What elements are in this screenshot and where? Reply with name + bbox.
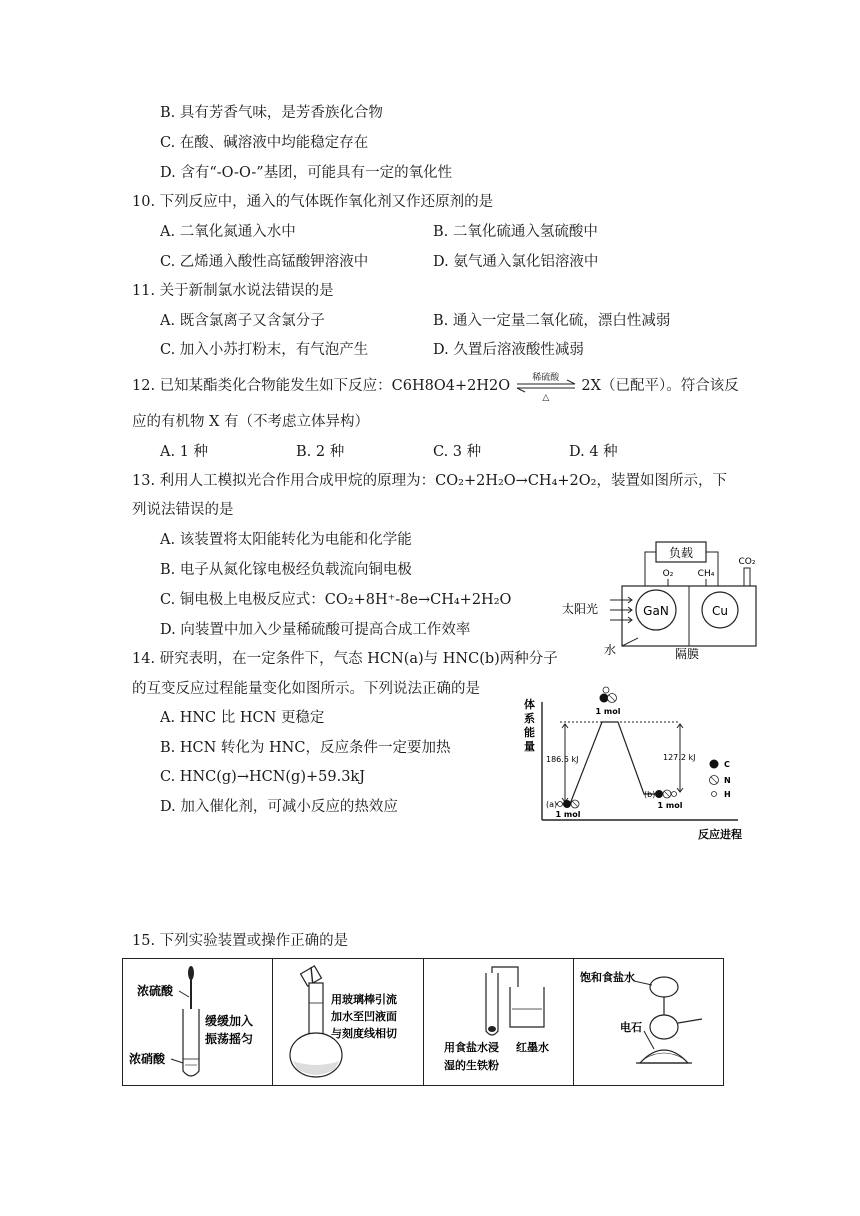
cell2-line-2: 加水至凹液面 xyxy=(331,1010,398,1023)
q12-option-c: C. 3 种 xyxy=(433,444,482,460)
q12-option-b: B. 2 种 xyxy=(296,444,345,460)
q12-option-a: A. 1 种 xyxy=(160,444,209,460)
q13-stem-line1: 13. 利用人工模拟光合作用合成甲烷的原理为：CO₂+2H₂O→CH₄+2O₂，装置如图所示，下 xyxy=(132,473,727,489)
energy-profile-diagram xyxy=(520,686,744,846)
q12-stem-line2: 应的有机物 X 有（不考虑立体异构） xyxy=(132,414,370,430)
cell3-line-1: 用食盐水浸 xyxy=(443,1041,499,1054)
arrow-condition-bottom: △ xyxy=(542,393,550,403)
y-axis-char-4: 量 xyxy=(524,740,535,753)
iron-corrosion-illustration xyxy=(424,959,573,1085)
a-mol-label: 1 mol xyxy=(555,810,581,819)
legend-n: N xyxy=(724,776,731,785)
y-axis-char-2: 系 xyxy=(524,712,535,725)
a-label: (a) xyxy=(546,800,558,809)
cell4-label-1: 饱和食盐水 xyxy=(579,971,635,984)
legend-c: C xyxy=(724,760,730,769)
x-axis-label: 反应进程 xyxy=(698,828,742,841)
q14-option-b: B. HCN 转化为 HNC，反应条件一定要加热 xyxy=(160,740,451,756)
q11-option-c: C. 加入小苏打粉末，有气泡产生 xyxy=(160,342,369,358)
cell1-label-4: 浓硝酸 xyxy=(129,1052,166,1066)
volumetric-flask-illustration xyxy=(273,959,422,1085)
q14-option-c: C. HNC(g)→HCN(g)+59.3kJ xyxy=(160,769,366,785)
q14-option-a: A. HNC 比 HCN 更稳定 xyxy=(160,710,325,726)
left-energy-label: 186.5 kJ xyxy=(546,755,579,764)
q10-option-d: D. 氨气通入氯化铝溶液中 xyxy=(433,254,599,270)
cell1-label-3: 振荡摇匀 xyxy=(205,1032,254,1046)
arrow-condition-top: 稀硫酸 xyxy=(532,373,560,383)
legend-h: H xyxy=(724,790,731,799)
gan-label: GaN xyxy=(643,604,669,618)
cell3-label-right: 红墨水 xyxy=(515,1041,549,1054)
q13-stem-line2: 列说法错误的是 xyxy=(132,502,234,518)
y-axis-char-1: 体 xyxy=(524,698,535,711)
y-axis-label xyxy=(524,697,539,753)
cu-label: Cu xyxy=(712,604,728,618)
q10-option-c: C. 乙烯通入酸性高锰酸钾溶液中 xyxy=(160,254,369,270)
cell1-label-2: 缓缓加入 xyxy=(205,1014,254,1028)
q15-cell-2 xyxy=(273,959,423,1085)
b-label: (b) xyxy=(644,790,656,799)
co2-label: CO₂ xyxy=(738,557,756,567)
q12-stem-suffix: 2X（已配平）。符合该反 xyxy=(581,378,739,394)
q9-option-d: D. 含有“-O-O-”基团，可能具有一定的氧化性 xyxy=(160,165,453,181)
cell4-label-2: 电石 xyxy=(619,1021,642,1034)
q9-option-c: C. 在酸、碱溶液中均能稳定存在 xyxy=(160,135,369,151)
q11-stem: 11. 关于新制氯水说法错误的是 xyxy=(132,283,334,299)
q10-option-b: B. 二氧化硫通入氢硫酸中 xyxy=(433,224,598,240)
q10-option-a: A. 二氧化氮通入水中 xyxy=(160,224,296,240)
photosynthesis-cell-diagram xyxy=(560,538,776,660)
q12-stem: 12. 已知某酯类化合物能发生如下反应：C6H8O4+2H2O 稀硫酸 △ 2X（已配平）。符合该反 xyxy=(132,376,739,396)
q14-stem-line2: 的互变反应过程能量变化如图所示。下列说法正确的是 xyxy=(132,681,480,697)
q11-option-a: A. 既含氯离子又含氯分子 xyxy=(160,313,325,329)
q15-cell-4 xyxy=(574,959,723,1085)
b-mol-label: 1 mol xyxy=(657,801,683,810)
q13-option-c: C. 铜电极上电极反应式：CO₂+8H⁺-8e→CH₄+2H₂O xyxy=(160,592,512,608)
water-label: 水 xyxy=(604,643,617,657)
cell3-line-2: 湿的生铁粉 xyxy=(443,1059,499,1072)
cell1-label-1: 浓硫酸 xyxy=(137,984,174,998)
q12-option-d: D. 4 种 xyxy=(569,444,618,460)
q14-option-d: D. 加入催化剂，可减小反应的热效应 xyxy=(160,799,398,815)
reversible-arrow-icon xyxy=(515,373,577,403)
q11-option-d: D. 久置后溶液酸性减弱 xyxy=(433,342,584,358)
q15-stem: 15. 下列实验装置或操作正确的是 xyxy=(132,933,349,949)
membrane-label: 隔膜 xyxy=(675,647,700,660)
o2-label: O₂ xyxy=(662,569,674,579)
q15-cell-1 xyxy=(123,959,273,1085)
q9-option-b: B. 具有芳香气味，是芳香族化合物 xyxy=(160,105,383,121)
acetylene-generator-illustration xyxy=(574,959,723,1085)
sunlight-label: 太阳光 xyxy=(562,602,599,616)
q15-cell-3 xyxy=(424,959,574,1085)
cell2-line-3: 与刻度线相切 xyxy=(331,1027,398,1040)
right-energy-label: 127.2 kJ xyxy=(663,753,696,762)
ch4-label: CH₄ xyxy=(697,569,715,579)
cell2-line-1: 用玻璃棒引流 xyxy=(331,993,398,1006)
q13-option-d: D. 向装置中加入少量稀硫酸可提高合成工作效率 xyxy=(160,622,471,638)
q14-stem-line1: 14. 研究表明，在一定条件下，气态 HCN(a)与 HNC(b)两种分子 xyxy=(132,651,558,667)
q15-options-table xyxy=(122,958,724,1086)
q10-stem: 10. 下列反应中，通入的气体既作氧化剂又作还原剂的是 xyxy=(132,194,494,210)
acid-mixing-illustration xyxy=(123,959,272,1085)
q13-option-a: A. 该装置将太阳能转化为电能和化学能 xyxy=(160,532,412,548)
load-label: 负载 xyxy=(668,546,694,560)
q12-stem-prefix: 12. 已知某酯类化合物能发生如下反应：C xyxy=(132,378,403,394)
top-mol-label: 1 mol xyxy=(595,707,621,716)
y-axis-char-3: 能 xyxy=(524,726,535,739)
q11-option-b: B. 通入一定量二氧化硫，漂白性减弱 xyxy=(433,313,671,329)
q13-option-b: B. 电子从氮化镓电极经负载流向铜电极 xyxy=(160,562,412,578)
